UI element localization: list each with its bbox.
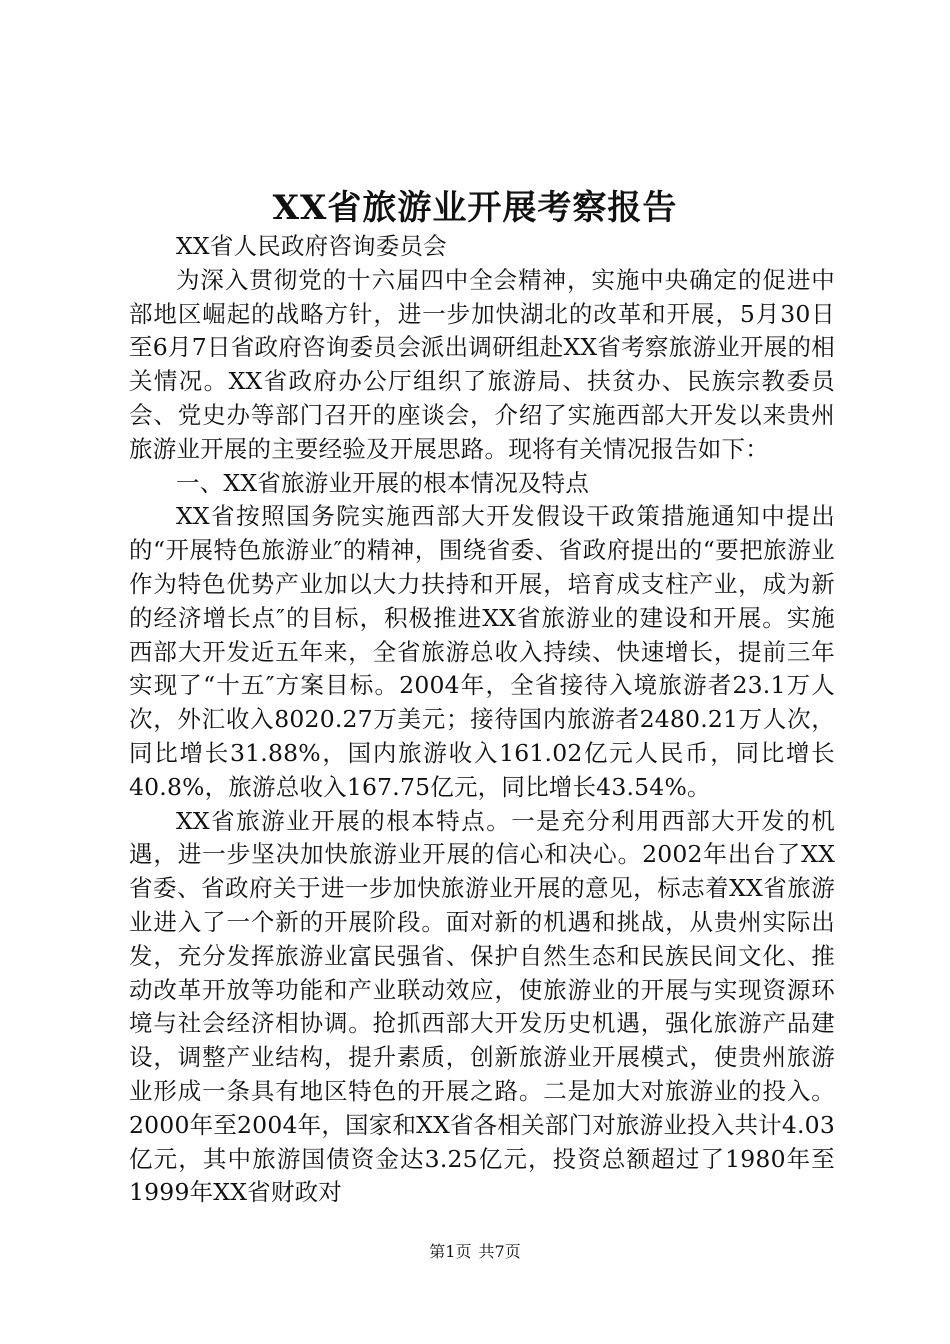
paragraph-features: XX省旅游业开展的根本特点。一是充分利用西部大开发的机遇，进一步坚决加快旅游业开展的信心和决心。2002年出台了XX省委、省政府关于进一步加快旅游业开展的意见，标志着XX省旅游业进入了一个新的开展阶段。面对新的机遇和挑战，从贵州实际出发，充分发挥旅游业富民强省、保护自然生态和民族民间文化、推动改革开放等功能和产业联动效应，使旅游业的开展与实现资源环境与社会经济相协调。抢抓西部大开发历史机遇，强化旅游产品建设，调整产业结构，提升素质，创新旅游业开展模式，使贵州旅游业形成一条具有地区特色的开展之路。二是加大对旅游业的投入。2000年至2004年，国家和XX省各相关部门对旅游业投入共计4.03亿元，其中旅游国债资金达3.25亿元，投资总额超过了1980年至1999年XX省财政对 — [129, 806, 835, 1207]
document-title: XX省旅游业开展考察报告 — [272, 188, 678, 228]
page-total: 共7页 — [478, 1242, 521, 1261]
section-heading: 一、XX省旅游业开展的根本情况及特点 — [176, 468, 590, 497]
page-number: 第1页 — [429, 1242, 472, 1261]
author-line: XX省人民政府咨询委员会 — [176, 232, 447, 260]
page-footer — [0, 1241, 950, 1263]
document-body — [129, 230, 835, 1210]
paragraph-intro: 为深入贯彻党的十六届四中全会精神，实施中央确定的促进中部地区崛起的战略方针，进一步加快湖北的改革和开展，5月30日至6月7日省政府咨询委员会派出调研组赴XX省考察旅游业开展的相关情况。XX省政府办公厅组织了旅游局、扶贫办、民族宗教委员会、党史办等部门召开的座谈会，介绍了实施西部大开发以来贵州旅游业开展的主要经验及开展思路。现将有关情况报告如下： — [129, 265, 835, 463]
paragraph-overview: XX省按照国务院实施西部大开发假设干政策措施通知中提出的“开展特色旅游业″的精神，围绕省委、省政府提出的“要把旅游业作为特色优势产业加以大力扶持和开展，培育成支柱产业，成为新的经济增长点″的目标，积极推进XX省旅游业的建设和开展。实施西部大开发近五年来，全省旅游总收入持续、快速增长，提前三年实现了“十五″方案目标。2004年，全省接待入境旅游者23.1万人次，外汇收入8020.27万美元；接待国内旅游者2480.21万人次，同比增长31.88%，国内旅游收入161.02亿元人民币，同比增长40.8%，旅游总收入167.75亿元，同比增长43.54%。 — [129, 502, 835, 801]
